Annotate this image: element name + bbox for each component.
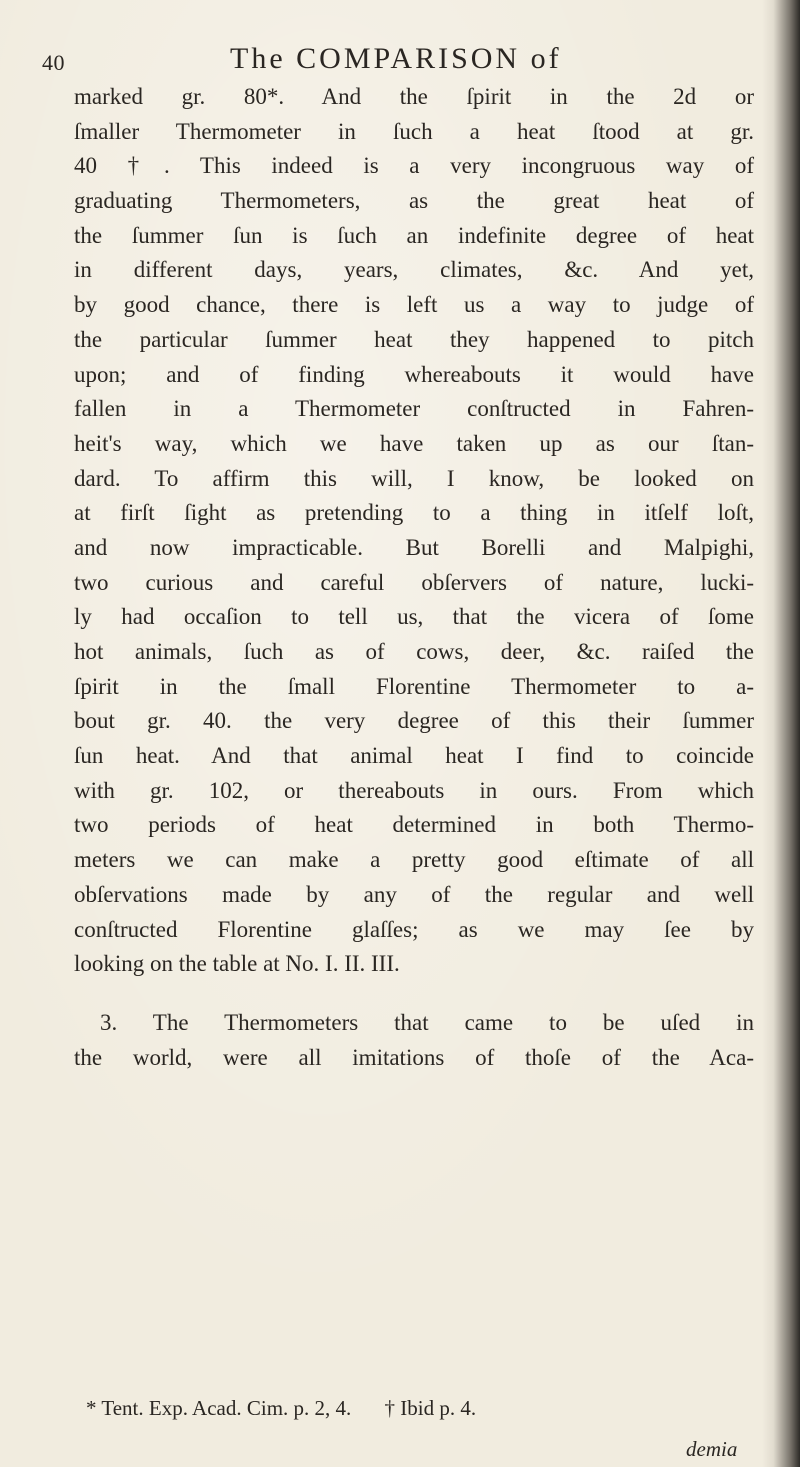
catchword: demia	[686, 1437, 738, 1461]
text-line: by good chance, there is left us a way to judge of	[74, 292, 754, 318]
text-line: graduating Thermometers, as the great heat of	[74, 188, 754, 214]
paragraph-gap	[74, 982, 754, 1006]
text-line: bout gr. 40. the very degree of this their ſummer	[74, 708, 754, 734]
footnotes	[86, 1396, 756, 1421]
text-line: fallen in a Thermometer conſtructed in Fahren-	[74, 396, 754, 422]
text-line: marked gr. 80*. And the ſpirit in the 2d or	[74, 84, 754, 109]
text-line: 3. The Thermometers that came to be uſed in	[100, 1009, 754, 1035]
text-line: 40 †. This indeed is a very incongruous way of	[74, 153, 754, 179]
running-head: The COMPARISON of	[230, 42, 562, 75]
text-line: upon; and of finding whereabouts it would have	[74, 361, 754, 387]
text-line: heit's way, which we have taken up as our ſtan-	[74, 430, 754, 456]
text-line: the particular ſummer heat they happened to pitch	[74, 326, 754, 352]
text-line: obſervations made by any of the regular and well	[74, 881, 754, 907]
text-line: ſpirit in the ſmall Florentine Thermometer to a-	[74, 673, 754, 699]
text-line: with gr. 102, or thereabouts in ours. From which	[74, 777, 754, 803]
text-line: and now impracticable. But Borelli and Malpighi,	[74, 534, 754, 560]
page-header	[42, 42, 682, 82]
text-line: the world, were all imitations of thoſe of the Aca-	[74, 1044, 754, 1070]
text-line: at firſt ſight as pretending to a thing in itſelf loſt,	[74, 500, 754, 526]
text-line: ſmaller Thermometer in ſuch a heat ſtood at gr.	[74, 118, 754, 144]
page-number: 40	[42, 50, 65, 75]
text-line: meters we can make a pretty good eſtimate of all	[74, 847, 754, 873]
text-line: two periods of heat determined in both Thermo-	[74, 812, 754, 838]
text-line: ſun heat. And that animal heat I find to coincide	[74, 743, 754, 769]
text-line: hot animals, ſuch as of cows, deer, &c. raiſed the	[74, 639, 754, 664]
text-line: looking on the table at No. I. II. III.	[74, 951, 400, 977]
footnote-2: † Ibid p. 4.	[384, 1396, 477, 1420]
text-line: in different days, years, climates, &c. And yet,	[74, 257, 754, 283]
text-line: the ſummer ſun is ſuch an indefinite degree of heat	[74, 222, 754, 248]
text-line: dard. To affirm this will, I know, be looked on	[74, 465, 754, 491]
text-line: ly had occaſion to tell us, that the vicera of ſome	[74, 604, 754, 630]
body-text	[74, 80, 754, 1075]
binding-gutter-shadow	[762, 0, 800, 1467]
footnote-1: * Tent. Exp. Acad. Cim. p. 2, 4.	[86, 1396, 352, 1420]
text-line: conſtructed Florentine glaſſes; as we may ſee by	[74, 916, 754, 942]
text-line: two curious and careful obſervers of nature, lucki-	[74, 569, 754, 595]
